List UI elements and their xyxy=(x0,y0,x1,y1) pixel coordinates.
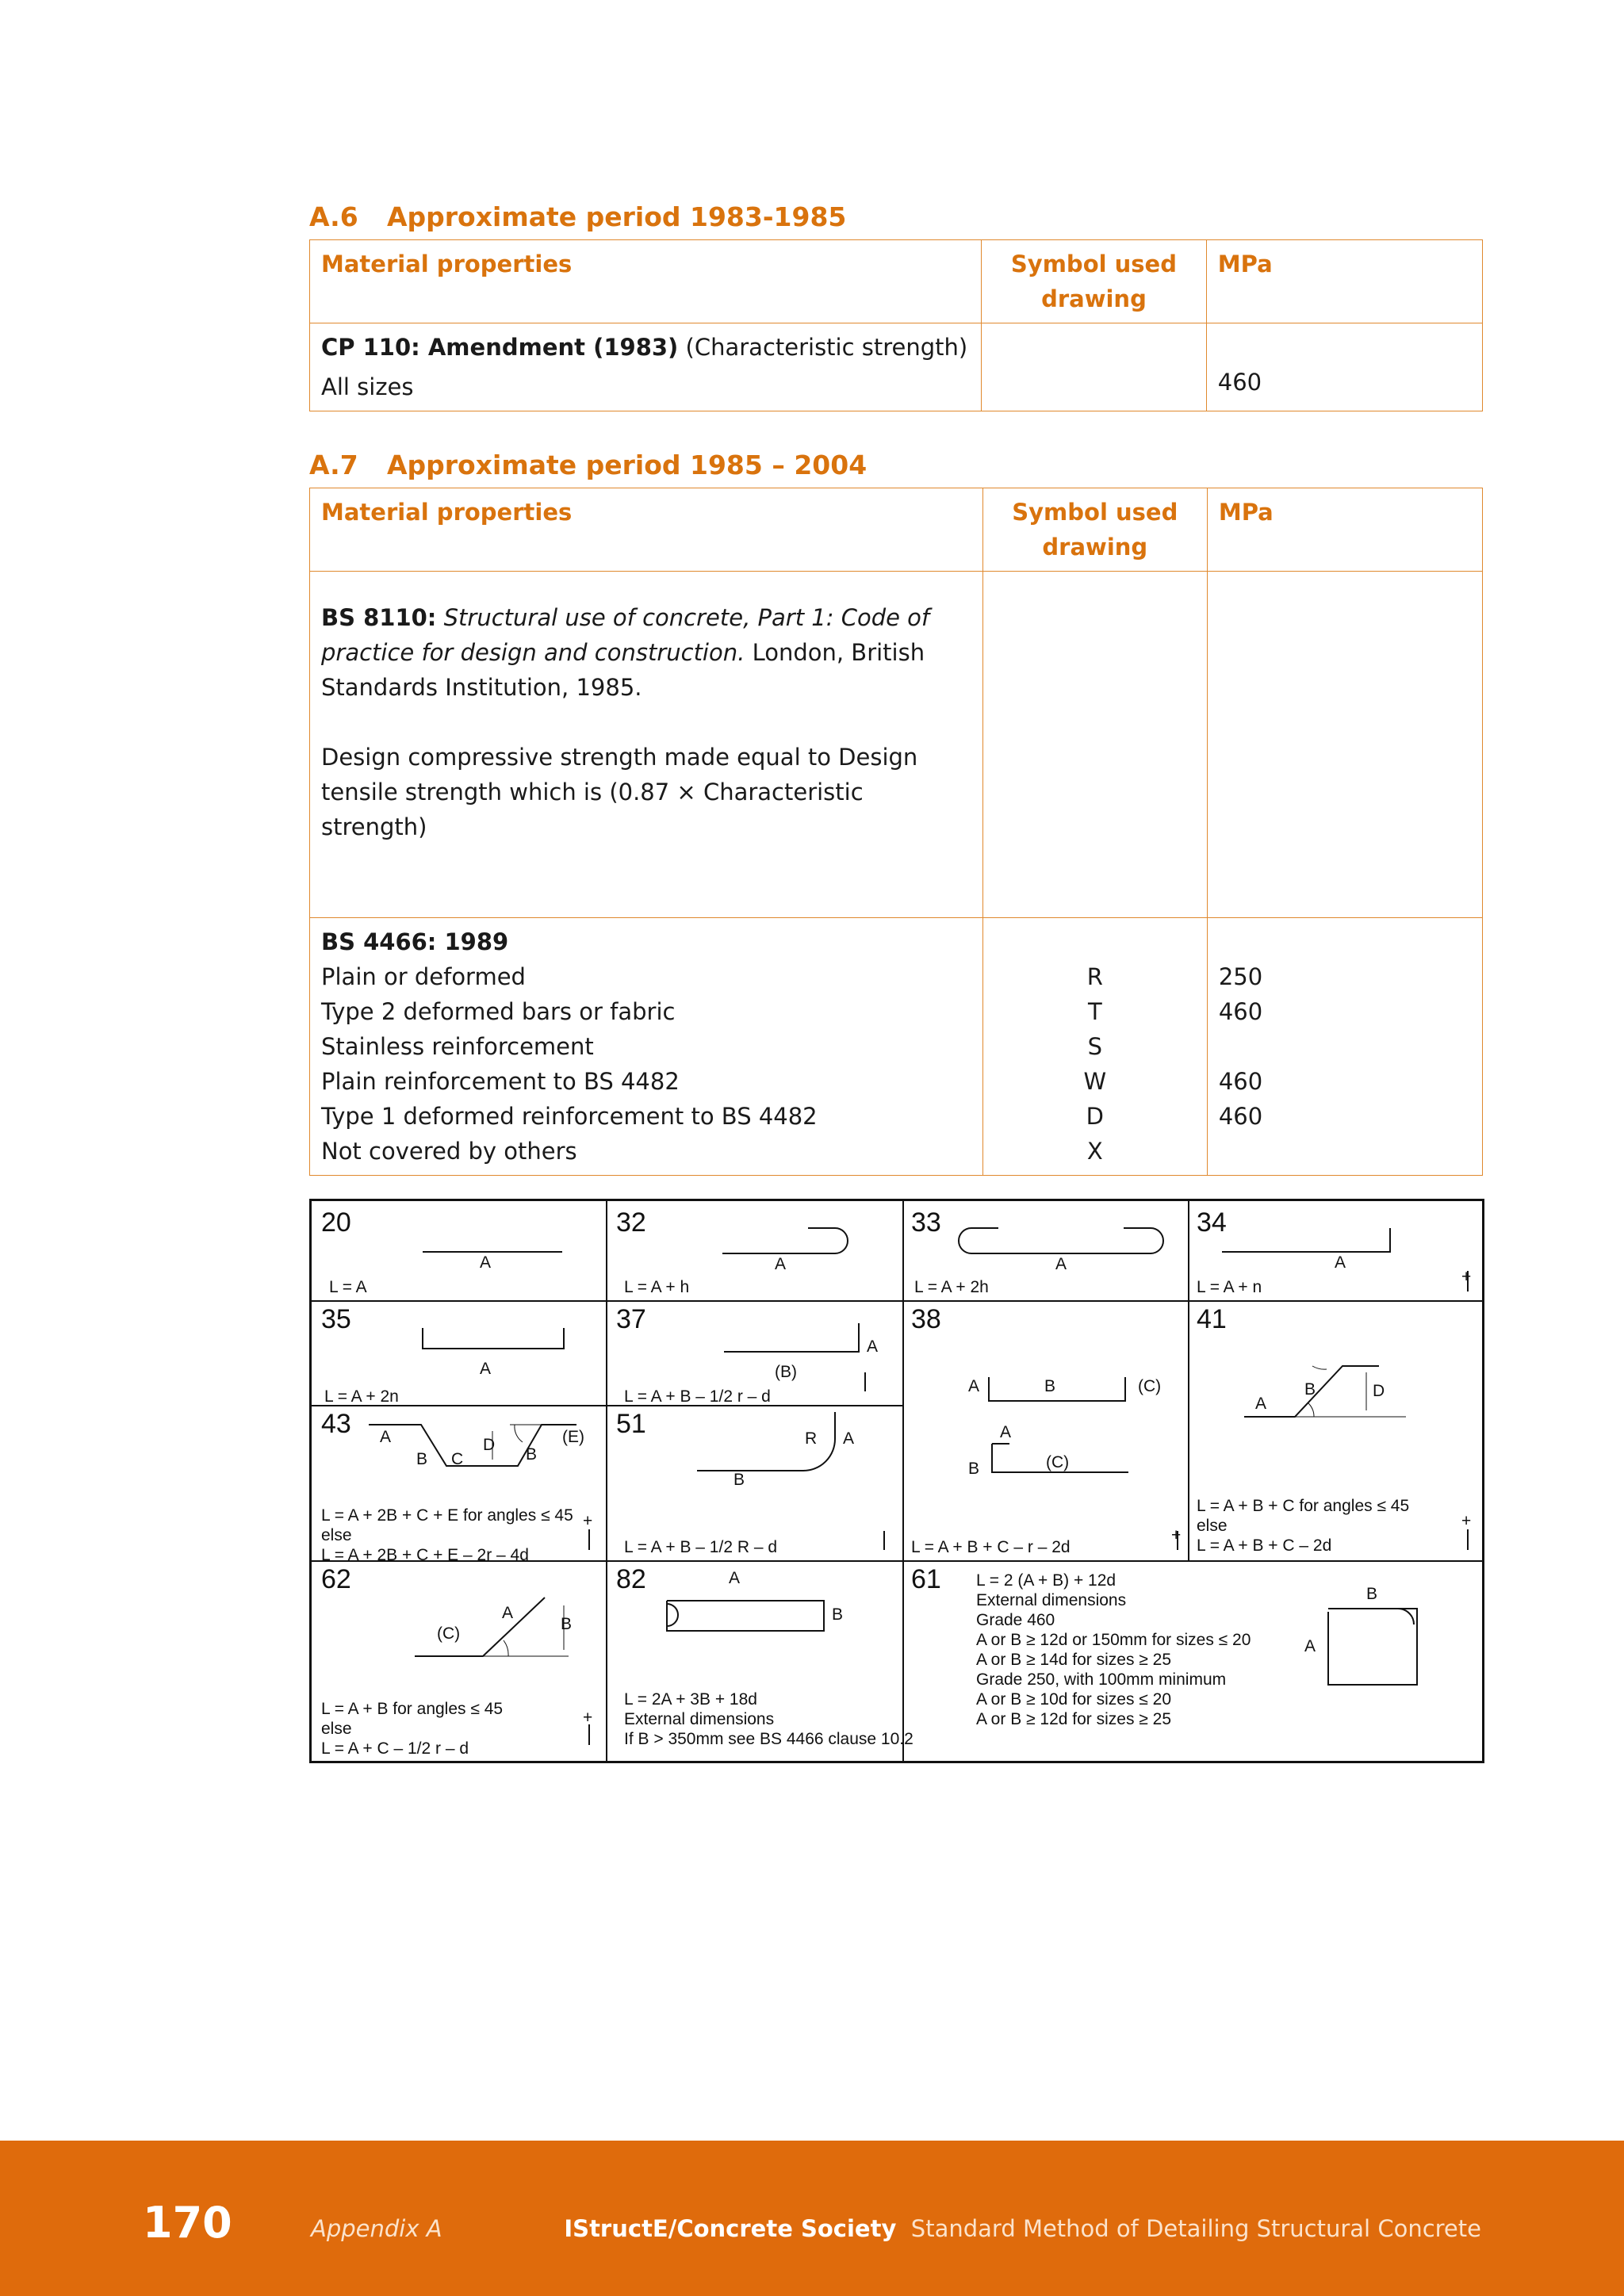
header-symbol: Symbol used drawing xyxy=(982,240,1207,323)
dim-label: A xyxy=(502,1604,514,1622)
bs4466-mpa: 250 xyxy=(1218,963,1263,990)
bs4466-prop: Not covered by others xyxy=(321,1138,577,1165)
grid-lines xyxy=(312,1201,1482,1761)
bar-shapes-drawing xyxy=(312,1201,1482,1761)
bs4466-heading: BS 4466: 1989 xyxy=(321,928,509,955)
bs4466-mpa: 460 xyxy=(1218,1068,1263,1095)
header-symbol: Symbol used drawing xyxy=(982,488,1207,572)
a7-table xyxy=(309,488,1483,1176)
table-header-row xyxy=(310,240,1483,323)
dim-label: A xyxy=(968,1377,980,1395)
plus-mark: + xyxy=(1461,1512,1472,1530)
shape-code: 32 xyxy=(616,1207,646,1238)
shape-formula: L = A + B + C – r – 2d xyxy=(911,1538,1071,1556)
bs8110-symbol xyxy=(982,572,1207,918)
bs4466-prop: Plain or deformed xyxy=(321,963,526,990)
dim-label: B xyxy=(1044,1377,1056,1395)
dim-label: A xyxy=(1055,1255,1067,1273)
bs4466-cell xyxy=(310,918,983,1176)
table-row xyxy=(310,323,1483,411)
shape-62-bar xyxy=(415,1598,545,1656)
shape-38-upper-bar xyxy=(989,1377,1125,1401)
section-a7-title xyxy=(309,450,867,480)
bs4466-symbol: X xyxy=(1086,1138,1103,1165)
dim-label: B xyxy=(561,1615,573,1633)
shape-formula: L = A + B – 1/2 r – d xyxy=(624,1387,771,1406)
bs4466-mpa xyxy=(1219,1029,1471,1064)
dim-label: D xyxy=(1373,1382,1385,1400)
plus-mark: + xyxy=(1171,1526,1182,1544)
shape-formula: L = A xyxy=(329,1278,367,1296)
section-number: A.6 xyxy=(309,201,358,232)
dim-label: B xyxy=(733,1471,745,1489)
shape-32-bar xyxy=(722,1228,848,1253)
a6-table xyxy=(309,239,1483,411)
shape-formula: L = A + 2h xyxy=(914,1278,989,1296)
bs8110-code: BS 8110: xyxy=(321,604,437,631)
dim-label: A xyxy=(1304,1637,1316,1655)
bs8110-publisher: London, British Standards Institution, 1985. xyxy=(321,639,925,701)
shape-37-bar xyxy=(724,1323,859,1352)
bs4466-prop: Stainless reinforcement xyxy=(321,1033,594,1060)
dim-label: B xyxy=(526,1445,538,1464)
shape-formula: L = A + B for angles ≤ 45 else L = A + C – 1/2 r – d xyxy=(321,1700,504,1758)
dim-label: A xyxy=(380,1428,392,1446)
cp110-sizes: All sizes xyxy=(321,373,414,400)
dim-label: (C) xyxy=(437,1624,461,1643)
cp110-cell xyxy=(310,323,982,411)
footer-publication: IStructE/Concrete Society Standard Method of Detailing Structural Concrete xyxy=(564,2215,1481,2242)
bs4466-symbol: S xyxy=(1087,1033,1103,1060)
bs8110-title: Structural use of concrete, Part 1: Code of practice for design and construction. xyxy=(321,604,930,666)
dim-label: A xyxy=(867,1337,879,1356)
dim-label: B xyxy=(1304,1380,1316,1399)
dim-label: A xyxy=(1335,1253,1346,1272)
bs4466-mpa: 460 xyxy=(1218,1103,1263,1130)
plus-mark: + xyxy=(583,1512,593,1530)
bs4466-prop: Type 1 deformed reinforcement to BS 4482 xyxy=(321,1103,818,1130)
cp110-symbol xyxy=(982,323,1207,411)
shape-34-bar xyxy=(1222,1228,1390,1252)
shape-formula: L = A + B + C for angles ≤ 45 else L = A + B + C – 2d xyxy=(1197,1497,1410,1555)
header-mpa: MPa xyxy=(1206,240,1482,323)
table-header-row xyxy=(310,488,1483,572)
section-title-text: Approximate period 1983-1985 xyxy=(387,201,847,232)
shape-code: 20 xyxy=(321,1207,351,1238)
dim-label: A xyxy=(1000,1423,1012,1441)
shape-code: 33 xyxy=(911,1207,941,1238)
shape-61-bar xyxy=(1328,1609,1417,1685)
dim-label: B xyxy=(968,1460,980,1478)
dim-label: (C) xyxy=(1046,1453,1070,1471)
dim-label: C xyxy=(451,1450,464,1468)
footer-section: Appendix A xyxy=(311,2215,442,2242)
section-title-text: Approximate period 1985 – 2004 xyxy=(387,450,868,480)
dim-label: B xyxy=(416,1450,428,1468)
page-number: 170 xyxy=(143,2198,232,2248)
shape-code: 34 xyxy=(1197,1207,1227,1238)
dim-label: A xyxy=(843,1429,855,1448)
header-material: Material properties xyxy=(310,488,983,572)
shape-formula: L = A + n xyxy=(1197,1278,1262,1296)
bs4466-prop: Plain reinforcement to BS 4482 xyxy=(321,1068,680,1095)
bs4466-symbol: W xyxy=(1083,1068,1107,1095)
shape-code: 37 xyxy=(616,1304,646,1334)
bs4466-mpa: 460 xyxy=(1218,998,1263,1025)
shape-code: 41 xyxy=(1197,1304,1227,1334)
header-mpa: MPa xyxy=(1207,488,1482,572)
shape-33-bar xyxy=(959,1228,1163,1253)
page-footer xyxy=(0,2141,1624,2296)
dim-label: B xyxy=(832,1605,844,1624)
bar-shapes-figure xyxy=(309,1199,1484,1763)
shape-formula: L = A + B – 1/2 R – d xyxy=(624,1538,778,1556)
dim-label: A xyxy=(775,1255,787,1273)
bs8110-mpa xyxy=(1207,572,1482,918)
shape-code: 38 xyxy=(911,1304,941,1334)
shape-43-bar xyxy=(369,1425,576,1466)
dim-label: R xyxy=(805,1429,818,1448)
shape-82-bar xyxy=(667,1601,824,1631)
bs4466-symbol: D xyxy=(1086,1103,1104,1130)
shape-35-bar xyxy=(423,1328,564,1349)
bs4466-symbols xyxy=(982,918,1207,1176)
shape-code: 82 xyxy=(616,1564,646,1594)
bs8110-note: Design compressive strength made equal to Design tensile strength which is (0.87 × Characteristic strength) xyxy=(321,744,918,840)
shape-formula: L = A + 2B + C + E for angles ≤ 45 else L = A + 2B + C + E – 2r – 4d xyxy=(321,1506,573,1564)
shape-code: 61 xyxy=(911,1564,941,1594)
header-material: Material properties xyxy=(310,240,982,323)
plus-mark: + xyxy=(583,1709,593,1727)
bs4466-symbol: R xyxy=(1086,963,1103,990)
bs8110-cell xyxy=(310,572,983,918)
dim-label: A xyxy=(729,1569,741,1587)
dim-label: D xyxy=(483,1436,496,1454)
dim-label: (B) xyxy=(775,1363,797,1381)
dim-label: (E) xyxy=(562,1428,584,1446)
dim-label: A xyxy=(480,1253,492,1272)
cp110-note: (Characteristic strength) xyxy=(685,334,968,361)
shape-code: 35 xyxy=(321,1304,351,1334)
table-row xyxy=(310,918,1483,1176)
cp110-code: CP 110: Amendment (1983) xyxy=(321,334,679,361)
shape-code: 43 xyxy=(321,1409,351,1439)
dim-label: A xyxy=(1255,1395,1267,1413)
dim-label: A xyxy=(480,1360,492,1378)
shape-code: 62 xyxy=(321,1564,351,1594)
shape-formula: L = A + h xyxy=(624,1278,690,1296)
plus-mark: + xyxy=(1461,1268,1472,1286)
section-number: A.7 xyxy=(309,450,358,480)
bs4466-mpas xyxy=(1207,918,1482,1176)
section-a6-title xyxy=(309,201,846,232)
shape-formula: L = A + 2n xyxy=(324,1387,399,1406)
bs4466-symbol: T xyxy=(1087,998,1102,1025)
dim-label: (C) xyxy=(1138,1377,1162,1395)
cp110-mpa: 460 xyxy=(1206,323,1482,411)
table-row xyxy=(310,572,1483,918)
bs4466-prop: Type 2 deformed bars or fabric xyxy=(321,998,676,1025)
shape-code: 51 xyxy=(616,1409,646,1439)
shape-formula: L = 2 (A + B) + 12d External dimensions Grade 460 A or B ≥ 12d or 150mm for sizes ≤ 20 A or B ≥ 14d for sizes ≥ 25 Grade 250, with 100mm minimum A or B ≥ 10d for sizes ≤ 20 A or B ≥ 12d for sizes ≥ 25 xyxy=(976,1571,1251,1728)
dim-label: B xyxy=(1366,1585,1378,1603)
shape-formula: L = 2A + 3B + 18d External dimensions If B > 350mm see BS 4466 clause 10.2 xyxy=(624,1690,914,1748)
